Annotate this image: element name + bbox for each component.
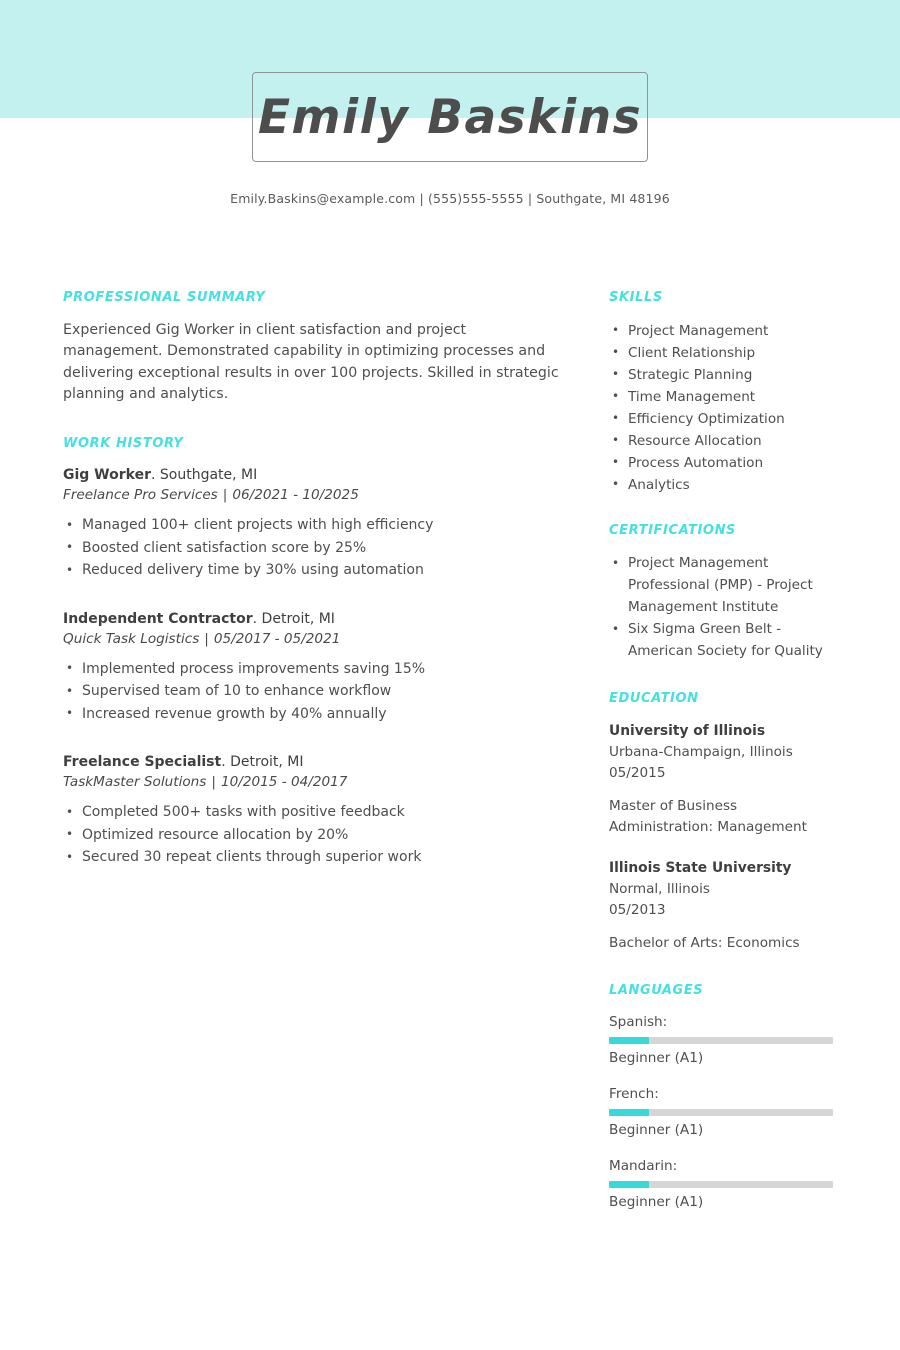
education-date: 05/2013 [609,901,666,918]
language-name: Mandarin: [609,1158,678,1175]
page-title: Emily Baskins [257,89,643,145]
job-dates: 05/2017 - 05/2021 [213,630,341,647]
section-heading-certifications: CERTIFICATIONS [609,522,737,538]
job-bullet: • Boosted client satisfaction score by 25% [63,537,563,560]
section-work-history [63,436,563,869]
education-location: Urbana-Champaign, Illinois [609,743,793,760]
skill-item: • Efficiency Optimization [609,408,837,430]
job-bullet: • Implemented process improvements saving 15% [63,658,563,681]
left-column [63,290,563,869]
job-bullet: • Increased revenue growth by 40% annually [63,703,563,726]
contact-info: Emily.Baskins@example.com | (555)555-5555 | Southgate, MI 48196 [230,191,670,206]
language-proficiency-bar [609,1109,833,1116]
education-entry [609,858,837,954]
job-separator: | [211,774,216,791]
skill-item: • Process Automation [609,452,837,474]
job-company: Quick Task Logistics [63,630,200,647]
job-bullet: • Reduced delivery time by 30% using automation [63,559,563,582]
section-heading-skills: SKILLS [609,290,663,305]
education-school: University of Illinois [609,722,766,739]
job-company: TaskMaster Solutions [63,774,207,791]
skill-item: • Time Management [609,386,837,408]
job-bullet-list [63,801,563,869]
language-entry [609,1156,837,1212]
job-bullet: • Supervised team of 10 to enhance workflow [63,680,563,703]
job-title-line [63,752,563,772]
skill-item: • Resource Allocation [609,430,837,452]
job-title: Independent Contractor [63,610,253,627]
job-company-line [63,629,563,650]
job-title: Gig Worker [63,467,151,484]
job-dates: 06/2021 - 10/2025 [232,487,359,504]
language-level: Beginner (A1) [609,1122,704,1139]
work-history-entry [63,609,563,726]
job-bullet: • Completed 500+ tasks with positive feedback [63,801,563,824]
job-location: . Detroit, MI [252,610,335,627]
education-entry [609,721,837,838]
job-title-line [63,609,563,629]
job-bullet: • Optimized resource allocation by 20% [63,824,563,847]
job-bullet-list [63,658,563,726]
language-proficiency-fill [609,1037,649,1044]
certifications-list [609,552,837,662]
language-proficiency-bar [609,1037,833,1044]
section-skills [609,290,837,496]
certification-item: • Six Sigma Green Belt - American Society for Quality [609,618,837,662]
language-name: French: [609,1086,659,1103]
summary-text: Experienced Gig Worker in client satisfaction and project management. Demonstrated capability in optimizing processes and delivering exceptional results in over 100 projects. Skilled in strategic planning and analytics. [63,321,559,403]
language-entry [609,1084,837,1140]
section-certifications [609,523,837,663]
education-degree: Master of Business Administration: Management [609,797,807,835]
language-entry [609,1012,837,1068]
job-title: Freelance Specialist [63,754,222,771]
language-level: Beginner (A1) [609,1194,704,1211]
language-proficiency-bar [609,1181,833,1188]
right-column [609,290,837,1228]
section-education [609,691,837,954]
education-location: Normal, Illinois [609,880,710,897]
work-history-entry [63,465,563,582]
job-separator: | [222,487,228,504]
section-professional-summary [63,290,563,406]
job-company: Freelance Pro Services [63,487,218,504]
job-company-line [63,485,563,506]
education-degree: Bachelor of Arts: Economics [609,934,800,951]
job-company-line [63,772,563,793]
job-bullet: • Managed 100+ client projects with high efficiency [63,514,563,537]
education-date: 05/2015 [609,764,666,781]
job-separator: | [204,630,209,647]
skill-item: • Analytics [609,474,837,496]
skill-item: • Client Relationship [609,342,837,364]
job-title-line [63,465,563,485]
language-level: Beginner (A1) [609,1050,704,1067]
section-languages [609,983,837,1213]
job-bullet-list [63,514,563,582]
language-proficiency-fill [609,1181,649,1188]
education-school: Illinois State University [609,859,792,876]
language-name: Spanish: [609,1014,668,1031]
name-box [252,72,648,162]
job-bullet: • Secured 30 repeat clients through superior work [63,846,563,869]
skill-item: • Project Management [609,320,837,342]
certification-item: • Project Management Professional (PMP) - Project Management Institute [609,552,837,618]
section-heading-languages: LANGUAGES [609,982,704,998]
language-proficiency-fill [609,1109,649,1116]
job-location: . Southgate, MI [151,467,258,484]
skill-item: • Strategic Planning [609,364,837,386]
skills-list [609,320,837,496]
work-history-entry [63,752,563,869]
section-heading-work-history: WORK HISTORY [63,435,184,451]
section-heading-education: EDUCATION [609,691,699,707]
section-heading-professional-summary: PROFESSIONAL SUMMARY [63,290,266,305]
job-location: . Detroit, MI [221,754,304,771]
job-dates: 10/2015 - 04/2017 [220,774,348,791]
